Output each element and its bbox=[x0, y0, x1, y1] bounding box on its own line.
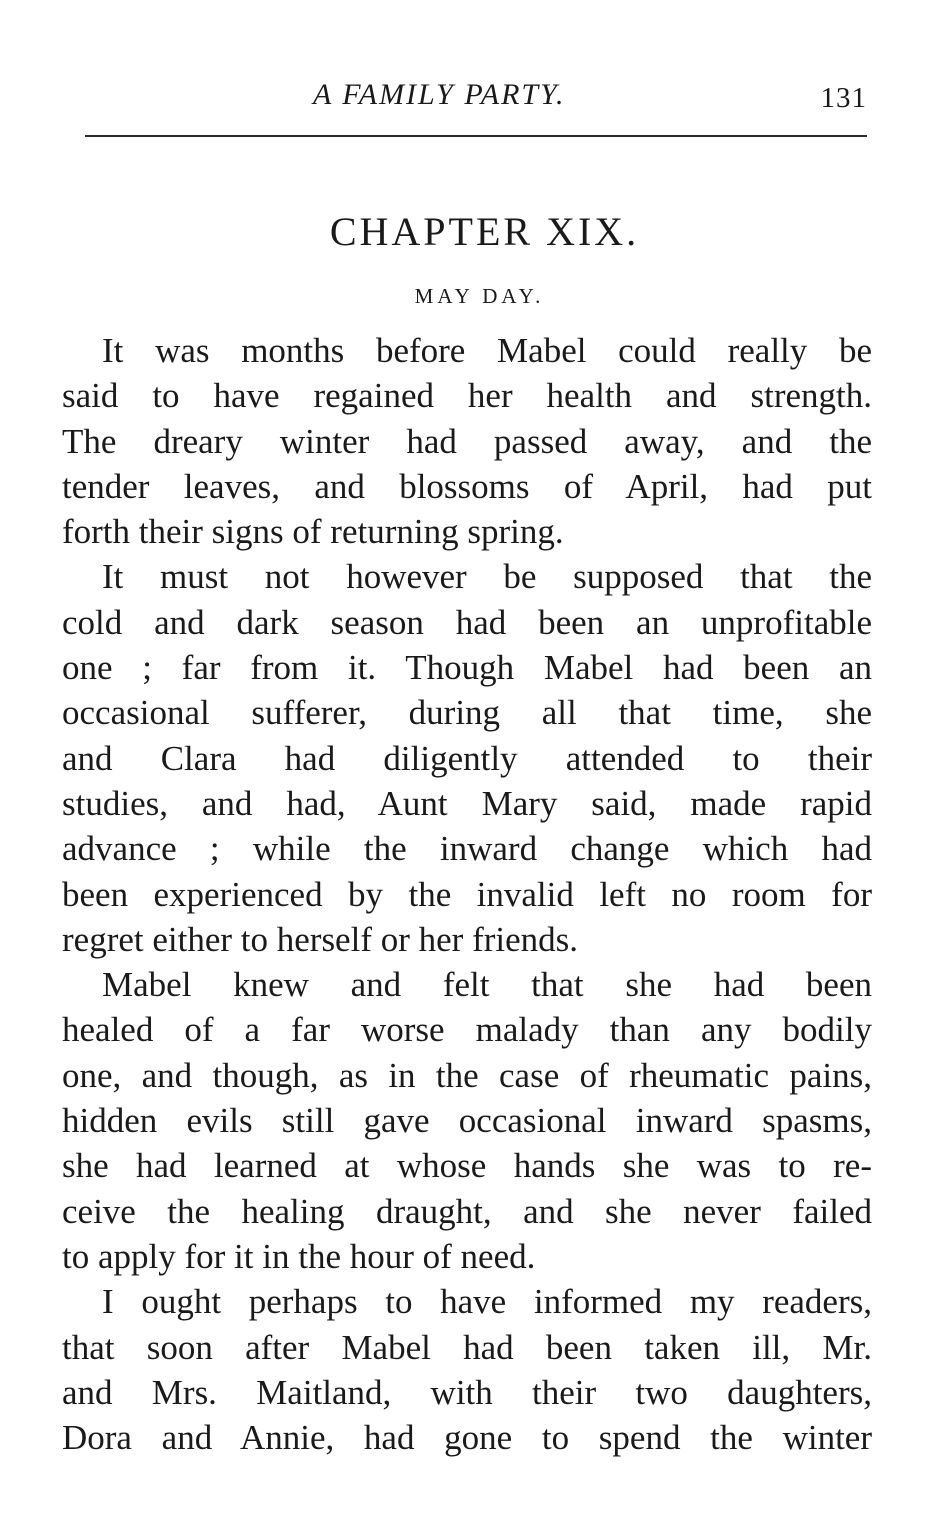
text-line: The dreary winter had passed away, and the bbox=[62, 421, 872, 461]
running-head bbox=[85, 78, 875, 128]
text-line: one, and though, as in the case of rheumatic pains, bbox=[62, 1055, 872, 1095]
text-line: said to have regained her health and strength. bbox=[62, 376, 872, 416]
text-line: studies, and had, Aunt Mary said, made rapid bbox=[62, 783, 872, 823]
text-line: Mabel knew and felt that she had been bbox=[102, 965, 872, 1005]
text-line: and Mrs. Maitland, with their two daughters, bbox=[62, 1372, 872, 1412]
text-line: one ; far from it. Though Mabel had been an bbox=[62, 648, 872, 688]
chapter-title: CHAPTER XIX. bbox=[329, 209, 640, 254]
text-line: been experienced by the invalid left no room for bbox=[62, 874, 872, 914]
text-line: ceive the healing draught, and she never failed bbox=[62, 1191, 872, 1231]
text-line: Dora and Annie, had gone to spend the winter bbox=[62, 1418, 872, 1458]
text-line: that soon after Mabel had been taken ill, Mr. bbox=[62, 1327, 872, 1367]
running-title: A FAMILY PARTY. bbox=[313, 78, 566, 111]
text-line: regret either to herself or her friends. bbox=[62, 919, 579, 959]
page-number: 131 bbox=[820, 82, 867, 114]
body-text bbox=[62, 328, 872, 1460]
header-rule bbox=[85, 135, 867, 137]
text-line: she had learned at whose hands she was to re- bbox=[62, 1146, 872, 1186]
text-line: tender leaves, and blossoms of April, had put bbox=[62, 466, 872, 506]
text-line: I ought perhaps to have informed my readers, bbox=[102, 1282, 872, 1322]
text-line: and Clara had diligently attended to their bbox=[62, 738, 872, 778]
text-line: occasional sufferer, during all that time, she bbox=[62, 693, 872, 733]
text-line: advance ; while the inward change which had bbox=[62, 829, 872, 869]
chapter-subtitle: MAY DAY. bbox=[414, 284, 545, 308]
text-line: forth their signs of returning spring. bbox=[62, 512, 564, 552]
text-line: cold and dark season had been an unprofitable bbox=[62, 602, 872, 642]
text-line: to apply for it in the hour of need. bbox=[62, 1236, 536, 1276]
text-line: It was months before Mabel could really be bbox=[102, 331, 872, 370]
text-line: hidden evils still gave occasional inward spasms, bbox=[62, 1101, 872, 1141]
text-line: It must not however be supposed that the bbox=[102, 557, 872, 597]
text-line: healed of a far worse malady than any bodily bbox=[62, 1010, 872, 1050]
